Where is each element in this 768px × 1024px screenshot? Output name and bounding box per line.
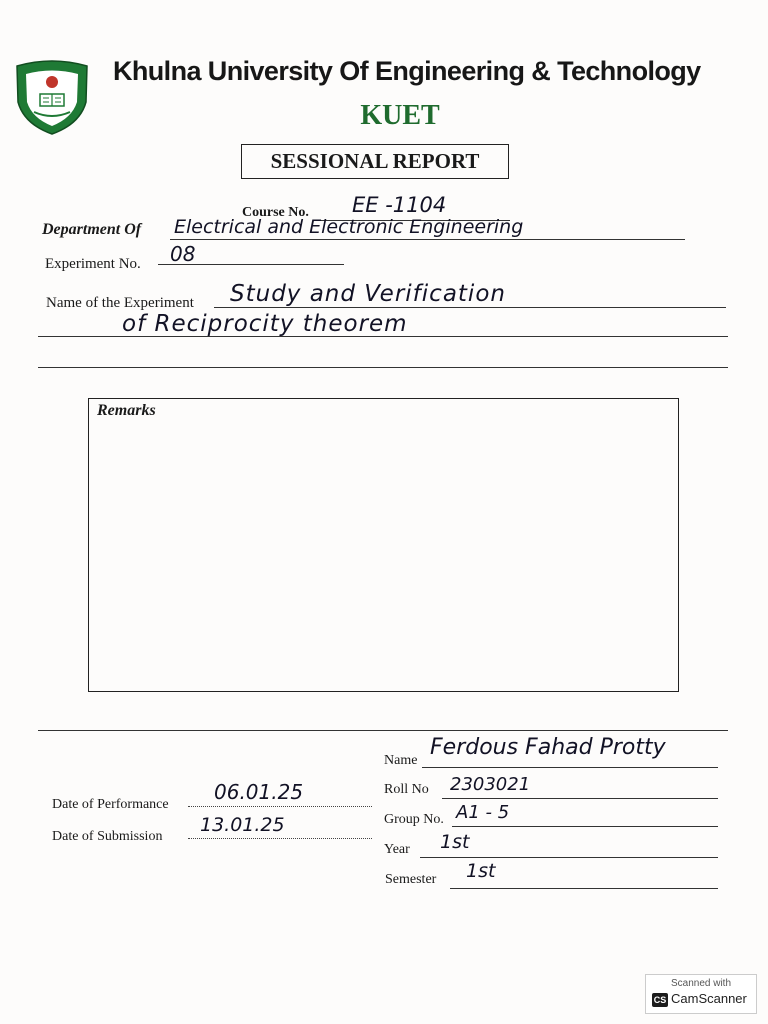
report-title: SESSIONAL REPORT xyxy=(241,144,509,179)
year-value[interactable]: 1st xyxy=(440,831,470,853)
university-name: Khulna University Of Engineering & Technology xyxy=(113,56,701,86)
name-underline xyxy=(422,767,718,768)
section-divider xyxy=(38,730,728,731)
course-label: Course No. xyxy=(242,205,309,220)
submission-label: Date of Submission xyxy=(52,829,163,844)
year-label: Year xyxy=(384,842,410,857)
group-label: Group No. xyxy=(384,812,444,827)
experiment-name-underline-1 xyxy=(214,307,726,308)
camscanner-logo-icon: CS xyxy=(653,995,667,1005)
remarks-box[interactable] xyxy=(88,398,679,692)
experiment-no-value[interactable]: 08 xyxy=(170,242,196,266)
performance-label: Date of Performance xyxy=(52,797,169,812)
department-label: Department Of xyxy=(42,221,142,238)
performance-dotted-line xyxy=(188,806,372,807)
university-short-name: KUET xyxy=(360,100,440,131)
roll-value[interactable]: 2303021 xyxy=(450,774,531,795)
roll-underline xyxy=(442,798,718,799)
semester-label: Semester xyxy=(385,872,437,887)
submission-dotted-line xyxy=(188,838,372,839)
performance-value[interactable]: 06.01.25 xyxy=(214,780,304,804)
course-value[interactable]: EE -1104 xyxy=(352,193,447,217)
group-underline xyxy=(452,826,718,827)
year-underline xyxy=(420,857,718,858)
semester-underline xyxy=(450,888,718,889)
experiment-name-line1[interactable]: Study and Verification xyxy=(230,281,506,307)
remarks-label: Remarks xyxy=(97,402,156,419)
experiment-no-label: Experiment No. xyxy=(45,256,141,272)
roll-label: Roll No xyxy=(384,782,429,797)
scanner-text: Scanned with xyxy=(670,978,732,989)
group-value[interactable]: A1 - 5 xyxy=(456,802,510,823)
name-label: Name xyxy=(384,753,418,768)
scanner-brand: CamScanner xyxy=(671,991,747,1006)
experiment-name-label: Name of the Experiment xyxy=(46,295,194,311)
semester-value[interactable]: 1st xyxy=(466,860,496,882)
department-value[interactable]: Electrical and Electronic Engineering xyxy=(174,216,524,238)
experiment-name-line2[interactable]: of Reciprocity theorem xyxy=(122,311,408,337)
department-underline xyxy=(170,239,685,240)
submission-value[interactable]: 13.01.25 xyxy=(200,814,285,836)
name-value[interactable]: Ferdous Fahad Protty xyxy=(430,735,666,760)
scanner-watermark xyxy=(645,974,757,1014)
experiment-name-underline-3 xyxy=(38,367,728,368)
